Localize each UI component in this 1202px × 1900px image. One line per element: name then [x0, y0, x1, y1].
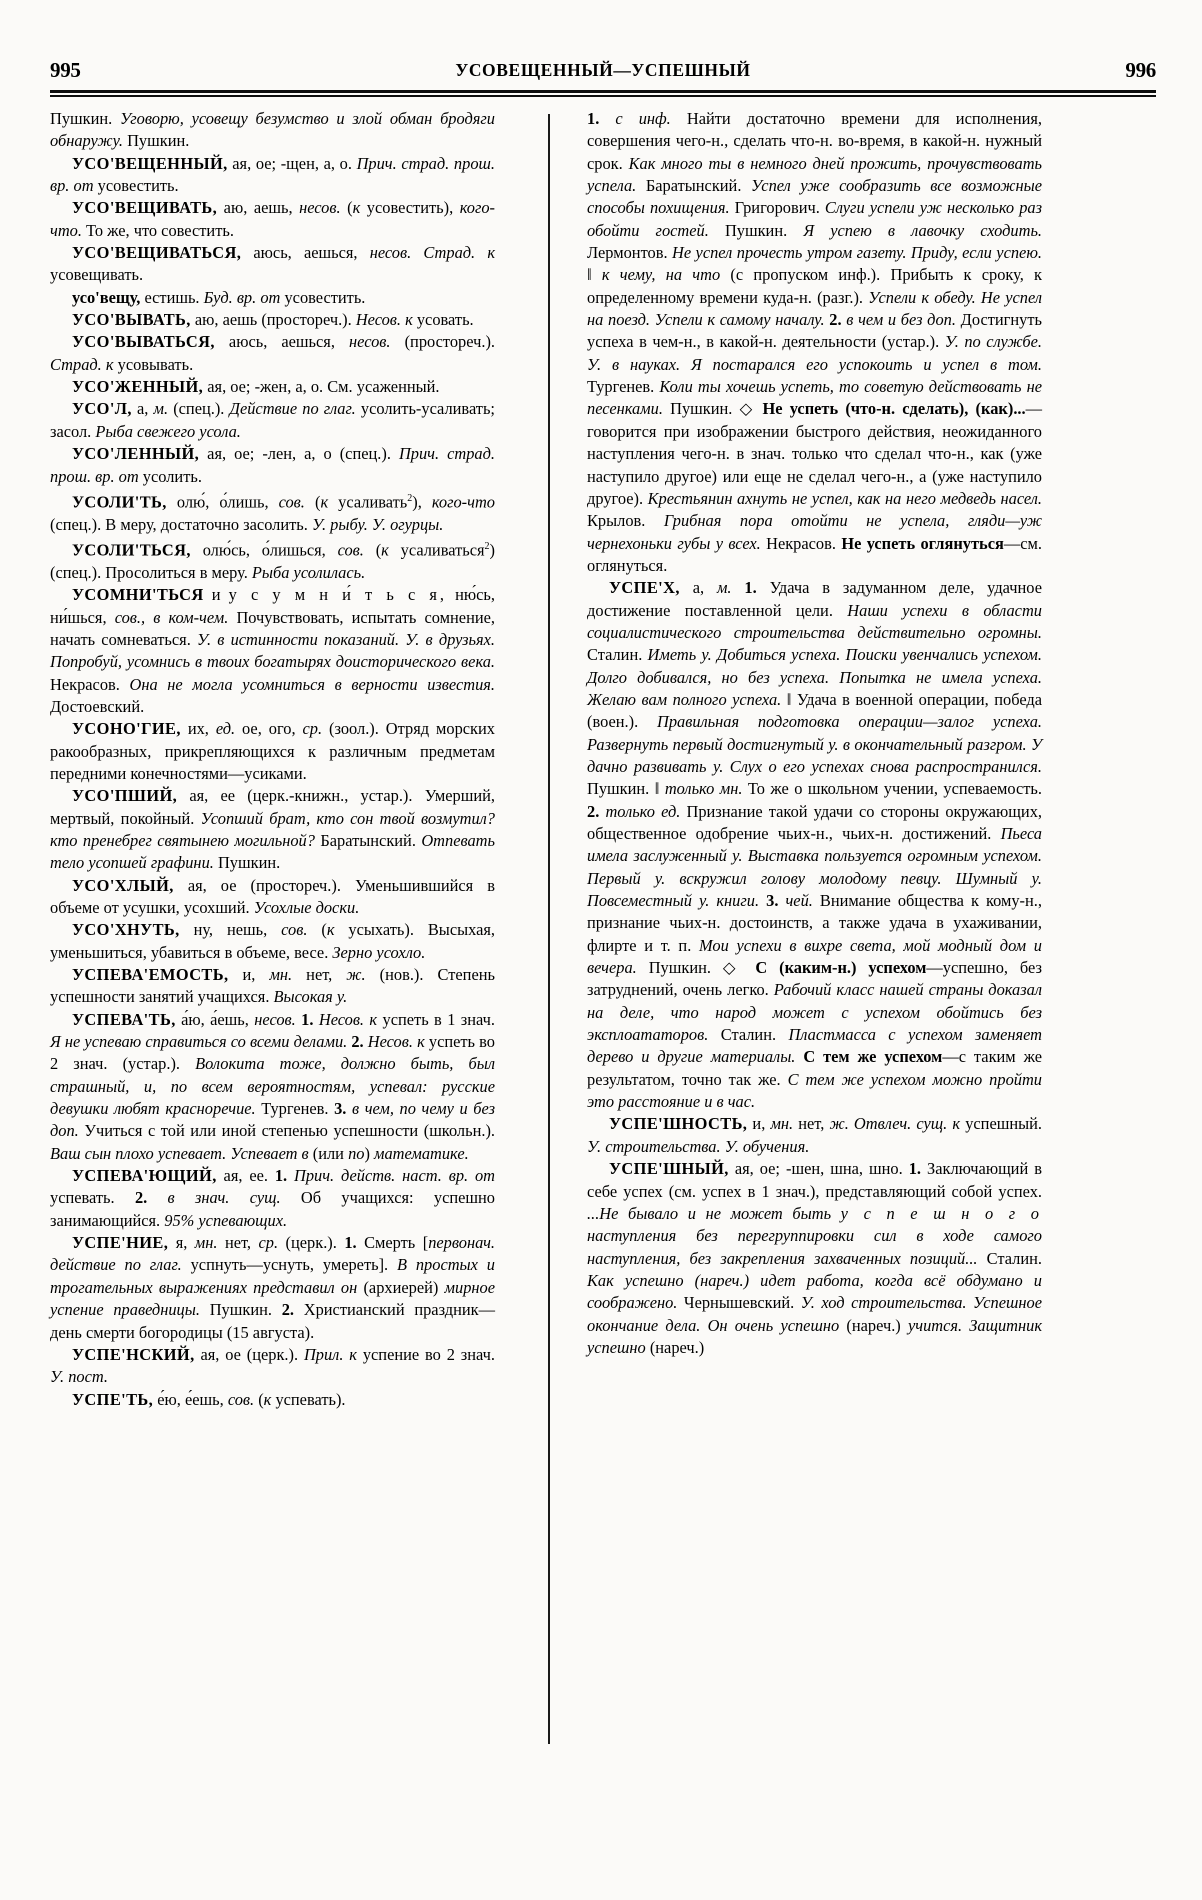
entry-continuation: Пушкин. Уговорю, усовещу безумство и злой обман бродяги обнаружу. Пушкин.: [50, 109, 495, 151]
dictionary-entry: УСОНО'ГИЕ, их, ед. ое, ого, ср. (зоол.). Отряд морских ракообразных, прикрепляющихся к различным предметам передними конечностями—усиками.: [50, 719, 495, 783]
rule-thin: [50, 95, 1156, 97]
dictionary-entry: УСО'Л, а, м. (спец.). Действие по глаг. усолить-усаливать; засол. Рыба свежего усола.: [50, 399, 495, 441]
dictionary-entry: УСОМНИ'ТЬСЯ и у с у м н и́ т ь с я, ню́сь, ни́шься, сов., в ком-чем. Почувствовать, испытать сомнение, начать сомневаться. У. в истинности показаний. У. в друзьях. Попробуй, усомнись в твоих богатырях доисторического века. Некрасов. Она не могла усомниться в верности известия. Достоевский.: [50, 585, 496, 716]
column-left: [50, 108, 495, 1411]
entry-continuation: 1. с инф. Найти достаточно времени для исполнения, совершения чего-н., сделать что-н. во-время, в какой-н. нужный срок. Как много ты в немного дней прожить, прочувствовать успела. Баратынский. Успел уже сообразить все возможные способы похищения. Григорович. Слуги успели уж несколько раз обойти гостей. Пушкин. Я успею в лавочку сходить. Лермонтов. Не успел прочесть утром газету. Приду, если успею. ‖ к чему, на что (с пропуском инф.). Прибыть к сроку, к определенному времени куда-н. (разг.). Успели к обеду. Не успел на поезд. Успели к самому началу. 2. в чем и без доп. Достигнуть успеха в чем-н., в какой-н. деятельности (устар.). У. по службе. У. в науках. Я постарался его успокоить и успел в том. Тургенев. Коли ты хочешь успеть, то советую действовать не песенками. Пушкин. ◇ Не успеть (что-н. сделать), (как)...—говорится при изображении быстрого действия, неожиданного наступления чего-н. в знач. только что сделал что-н., как (уже наступило другое) или еще не сделал чего-н., а (уже наступило другое). Крестьянин ахнуть не успел, как на него медведь насел. Крылов. Грибная пора отойти не успела, гляди—уж чернехоньки губы у всех. Некрасов. Не успеть оглянуться—см. оглянуться.: [587, 109, 1043, 575]
column-divider: [548, 114, 550, 1744]
column-right: [587, 108, 1042, 1359]
dictionary-entry: УСО'ВЕЩИВАТЬСЯ, аюсь, аешься, несов. Страд. к усовещивать.: [50, 243, 496, 285]
running-title: УСОВЕЩЕННЫЙ—УСПЕШНЫЙ: [455, 60, 751, 80]
dictionary-entry: УСПЕ'НСКИЙ, ая, ое (церк.). Прил. к успение во 2 знач. У. пост.: [50, 1344, 495, 1387]
dictionary-entry: УСО'ХНУТЬ, ну, нешь, сов. (к усыхать). Высыхая, уменьшиться, убавиться в объеме, весе. Зерно усохло.: [50, 920, 496, 962]
dictionary-entry: УСО'ВЫВАТЬСЯ, аюсь, аешься, несов. (простореч.). Страд. к усовывать.: [50, 332, 495, 374]
dictionary-entry: УСО'ХЛЫЙ, ая, ое (простореч.). Уменьшившийся в объеме от усушки, усохший. Усохлые доски.: [50, 875, 495, 917]
dictionary-entry: УСПЕ'ШНЫЙ, ая, ое; -шен, шна, шно. 1. Заключающий в себе успех (см. успех в 1 знач.), представляющий собой успех. ...Не бывало и не может быть у с п е ш н о г о наступления без перегруппировки сил в ходе самого наступления, без закрепления захваченных позиций... Сталин. Как успешно (нареч.) идет работа, когда всё обдумано и соображено. Чернышевский. У. ход строительства. Успешное окончание дела. Он очень успешно (нареч.) учится. Защитник успешно (нареч.): [587, 1159, 1043, 1357]
dictionary-entry: УСО'ВЫВАТЬ, аю, аешь (простореч.). Несов. к усовать.: [72, 310, 474, 330]
dictionary-entry: УСПЕВА'ЕМОСТЬ, и, мн. нет, ж. (нов.). Степень успешности занятий учащихся. Высокая у.: [50, 965, 495, 1007]
dictionary-entry: УСПЕ'НИЕ, я, мн. нет, ср. (церк.). 1. Смерть [первонач. действие по глаг. успнуть—уснуть, умереть]. В простых и трогательных выражениях представил он (архиерей) мирное успение праведницы. Пушкин. 2. Христианский праздник—день смерти богородицы (15 августа).: [50, 1233, 495, 1342]
folio-left: 995: [50, 58, 81, 82]
dictionary-entry: УСПЕВА'ЮЩИЙ, ая, ее. 1. Прич. действ. наст. вр. от успевать. 2. в знач. сущ. Об учащихся: успешно занимающийся. 95% успевающих.: [50, 1166, 495, 1230]
dictionary-entry: усо'вещу, естишь. Буд. вр. от усовестить.: [72, 287, 366, 307]
dictionary-entry: УСПЕВА'ТЬ, а́ю, а́ешь, несов. 1. Несов. к успеть в 1 знач. Я не успеваю справиться со всеми делами. 2. Несов. к успеть во 2 знач. (устар.). Волокита тоже, должно быть, был страшный, и, по всем вероятностям, успевал: русские девушки любят красноречие. Тургенев. 3. в чем, по чему и без доп. Учиться с той или иной степенью успешности (школьн.). Ваш сын плохо успевает. Успевает в (или по) математике.: [50, 1009, 496, 1163]
header-rule: [50, 90, 1156, 97]
page-header: [50, 58, 1156, 84]
dictionary-entry: УСПЕ'ШНОСТЬ, и, мн. нет, ж. Отвлеч. сущ. к успешный. У. строительства. У. обучения.: [587, 1114, 1042, 1156]
dictionary-entry: УСПЕ'ТЬ, е́ю, е́ешь, сов. (к успевать).: [72, 1389, 346, 1409]
dictionary-entry: УСОЛИ'ТЬСЯ, олю́сь, о́лишься, сов. (к усаливаться$^2$) (спец.). Просолиться в меру. Рыба усолилась.: [50, 540, 496, 582]
dictionary-entry: УСО'ВЕЩЕННЫЙ, ая, ое; -щен, а, о. Прич. страд. прош. вр. от усовестить.: [50, 153, 495, 196]
dictionary-entry: УСО'ПШИЙ, ая, ее (церк.-книжн., устар.). Умерший, мертвый, покойный. Усопший брат, кто сон твой возмутил? кто пренебрег святынею могильной? Баратынский. Отпевать тело усопшей графини. Пушкин.: [50, 786, 495, 873]
folio-right: 996: [1125, 58, 1156, 82]
body-columns: [50, 108, 1156, 1868]
dictionary-entry: УСО'ЖЕННЫЙ, ая, ое; -жен, а, о. См. усаженный.: [72, 377, 440, 397]
dictionary-entry: УСО'ЛЕННЫЙ, ая, ое; -лен, а, о (спец.). Прич. страд. прош. вр. от усолить.: [50, 444, 496, 486]
dictionary-entry: УСО'ВЕЩИВАТЬ, аю, аешь, несов. (к усовестить), кого-что. То же, что совестить.: [50, 198, 496, 240]
dictionary-entry: УСОЛИ'ТЬ, олю́, о́лишь, сов. (к усаливать$^2$), кого-что (спец.). В меру, достаточно засолить. У. рыбу. У. огурцы.: [50, 492, 495, 534]
dictionary-entry: УСПЕ'Х, а, м. 1. Удача в задуманном деле, удачное достижение поставленной цели. Наши успехи в области социалистического строительства действительно огромны. Сталин. Иметь у. Добиться успеха. Поиски увенчались успехом. Долго добивался, но без успеха. Попытка не имела успеха. Желаю вам полного успеха. ‖ Удача в военной операции, победа (воен.). Правильная подготовка операции—залог успеха. Развернуть первый достигнутый у. в окончательный разгром. У дачно развивать у. Слух о его успехах снова распространился. Пушкин. ‖ только мн. То же о школьном учении, успеваемость. 2. только ед. Признание такой удачи со стороны окружающих, общественное одобрение чьих-н., чьих-н. достижений. Пьеса имела заслуженный у. Выставка пользуется огромным успехом. Первый у. вскружил голову молодому певцу. Шумный у. Повсеместный у. книги. 3. чей. Внимание общества к кому-н., признание чьих-н. достоинств, а также удача в ухаживании, флирте и т. п. Мои успехи в вихре света, мой модный дом и вечера. Пушкин. ◇ С (каким-н.) успехом—успешно, без затруднений, очень легко. Рабочий класс нашей страны доказал на деле, что народ может с успехом обойтись без эксплоататоров. Сталин. Пластмасса с успехом заменяет дерево и другие материалы. С тем же успехом—с таким же результатом, точно так же. С тем же успехом можно пройти это расстояние и в час.: [587, 578, 1043, 1112]
